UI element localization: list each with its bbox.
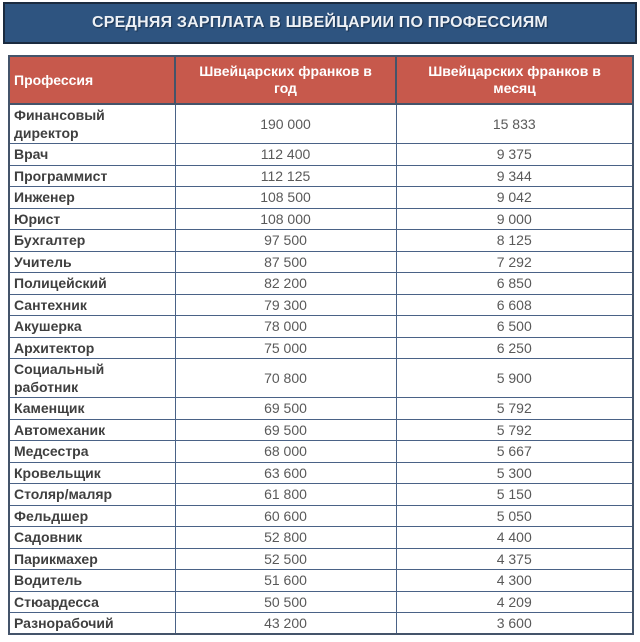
table-row (9, 230, 633, 252)
table-row (9, 251, 633, 273)
annual-salary-cell: 75 000 (175, 337, 396, 359)
table-row (9, 398, 633, 420)
annual-salary-cell: 60 600 (175, 505, 396, 527)
annual-salary-cell: 68 000 (175, 441, 396, 463)
table-row (9, 484, 633, 506)
column-header-monthly-salary-label: Швейцарских франков в месяц (428, 63, 601, 96)
table-row (9, 316, 633, 338)
annual-salary-cell: 61 800 (175, 484, 396, 506)
profession-cell: Столяр/маляр (9, 484, 175, 506)
monthly-salary-cell: 4 209 (396, 591, 633, 613)
profession-cell: Сантехник (9, 294, 175, 316)
table-row (9, 273, 633, 295)
table-header (9, 56, 633, 104)
table-row (9, 419, 633, 441)
table-row (9, 441, 633, 463)
table-row (9, 570, 633, 592)
annual-salary-cell: 70 800 (175, 359, 396, 398)
profession-cell: Программист (9, 165, 175, 187)
monthly-salary-cell: 4 300 (396, 570, 633, 592)
monthly-salary-cell: 3 600 (396, 613, 633, 635)
annual-salary-cell: 108 000 (175, 208, 396, 230)
profession-cell: Учитель (9, 251, 175, 273)
annual-salary-cell: 52 800 (175, 527, 396, 549)
table-body (9, 104, 633, 634)
table-row (9, 591, 633, 613)
monthly-salary-cell: 4 375 (396, 548, 633, 570)
annual-salary-cell: 63 600 (175, 462, 396, 484)
monthly-salary-cell: 4 400 (396, 527, 633, 549)
annual-salary-cell: 82 200 (175, 273, 396, 295)
header-row (9, 56, 633, 104)
monthly-salary-cell: 5 792 (396, 398, 633, 420)
page-title: СРЕДНЯЯ ЗАРПЛАТА В ШВЕЙЦАРИИ ПО ПРОФЕССИЯМ (92, 14, 548, 31)
profession-cell: Водитель (9, 570, 175, 592)
table-row (9, 104, 633, 144)
annual-salary-cell: 190 000 (175, 104, 396, 144)
profession-cell: Медсестра (9, 441, 175, 463)
annual-salary-cell: 108 500 (175, 187, 396, 209)
table-row (9, 527, 633, 549)
profession-cell: Юрист (9, 208, 175, 230)
annual-salary-cell: 87 500 (175, 251, 396, 273)
monthly-salary-cell: 5 050 (396, 505, 633, 527)
table-row (9, 613, 633, 635)
monthly-salary-cell: 9 042 (396, 187, 633, 209)
profession-cell: Бухгалтер (9, 230, 175, 252)
profession-cell: Автомеханик (9, 419, 175, 441)
monthly-salary-cell: 8 125 (396, 230, 633, 252)
table-row (9, 165, 633, 187)
table-row (9, 359, 633, 398)
table-row (9, 294, 633, 316)
monthly-salary-cell: 5 300 (396, 462, 633, 484)
monthly-salary-cell: 7 292 (396, 251, 633, 273)
annual-salary-cell: 69 500 (175, 398, 396, 420)
profession-cell: Каменщик (9, 398, 175, 420)
profession-cell: Врач (9, 144, 175, 166)
monthly-salary-cell: 6 608 (396, 294, 633, 316)
title-bar (3, 2, 637, 44)
table-row (9, 144, 633, 166)
monthly-salary-cell: 5 792 (396, 419, 633, 441)
annual-salary-cell: 50 500 (175, 591, 396, 613)
column-header-annual-salary-label: Швейцарских франков в год (199, 63, 372, 96)
annual-salary-cell: 51 600 (175, 570, 396, 592)
annual-salary-cell: 112 400 (175, 144, 396, 166)
monthly-salary-cell: 6 850 (396, 273, 633, 295)
annual-salary-cell: 97 500 (175, 230, 396, 252)
profession-cell: Полицейский (9, 273, 175, 295)
column-header-profession-label: Профессия (14, 71, 94, 88)
column-header-monthly-salary (396, 56, 633, 104)
profession-cell: Финансовый директор (9, 104, 175, 144)
annual-salary-cell: 43 200 (175, 613, 396, 635)
monthly-salary-cell: 15 833 (396, 104, 633, 144)
table-row (9, 187, 633, 209)
profession-cell: Архитектор (9, 337, 175, 359)
table-row (9, 337, 633, 359)
profession-cell: Акушерка (9, 316, 175, 338)
table-row (9, 462, 633, 484)
monthly-salary-cell: 5 150 (396, 484, 633, 506)
profession-cell: Разнорабочий (9, 613, 175, 635)
profession-cell: Стюардесса (9, 591, 175, 613)
profession-cell: Садовник (9, 527, 175, 549)
monthly-salary-cell: 5 900 (396, 359, 633, 398)
table-row (9, 548, 633, 570)
table-row (9, 208, 633, 230)
column-header-profession (9, 56, 175, 104)
annual-salary-cell: 79 300 (175, 294, 396, 316)
monthly-salary-cell: 9 000 (396, 208, 633, 230)
profession-cell: Парикмахер (9, 548, 175, 570)
profession-cell: Фельдшер (9, 505, 175, 527)
monthly-salary-cell: 9 375 (396, 144, 633, 166)
monthly-salary-cell: 6 250 (396, 337, 633, 359)
monthly-salary-cell: 9 344 (396, 165, 633, 187)
profession-cell: Кровельщик (9, 462, 175, 484)
table-row (9, 505, 633, 527)
annual-salary-cell: 69 500 (175, 419, 396, 441)
salary-table (8, 55, 634, 635)
annual-salary-cell: 78 000 (175, 316, 396, 338)
monthly-salary-cell: 5 667 (396, 441, 633, 463)
monthly-salary-cell: 6 500 (396, 316, 633, 338)
annual-salary-cell: 52 500 (175, 548, 396, 570)
profession-cell: Социальный работник (9, 359, 175, 398)
profession-cell: Инженер (9, 187, 175, 209)
annual-salary-cell: 112 125 (175, 165, 396, 187)
column-header-annual-salary (175, 56, 396, 104)
